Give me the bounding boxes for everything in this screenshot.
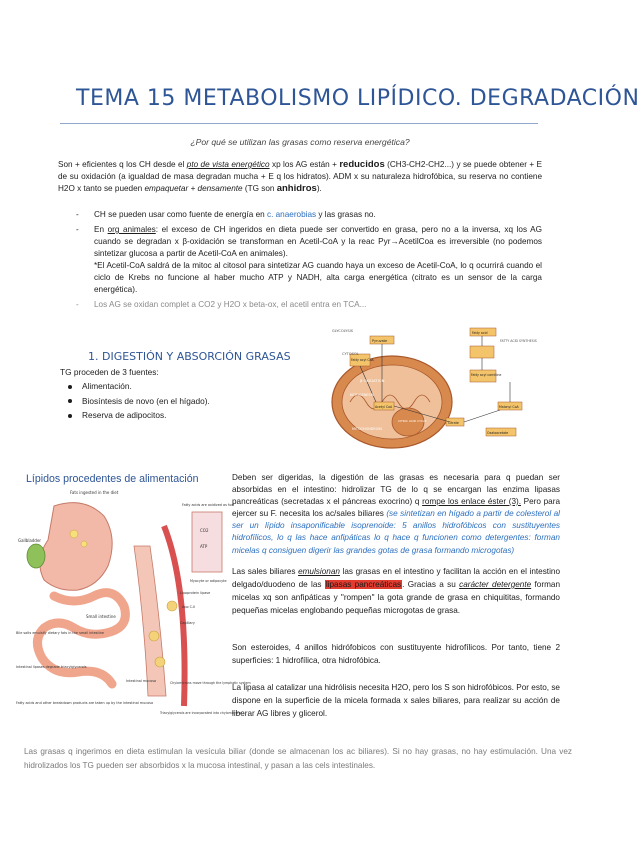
title-divider — [60, 123, 538, 124]
gallbladder-shape — [27, 544, 45, 568]
diagram-label: Fatty acyl carnitine — [471, 373, 502, 377]
diagram-label: KETOGENESIS — [350, 393, 374, 397]
fatty-acyl-coa-box-2 — [470, 346, 494, 358]
digestion-paragraph-2: Las sales biliares emulsionan las grasas en el intestino y facilitan la acción en el intestino delgado/duodeno de las lipasas pancreáticas. Gracias a su carácter detergente forman micelas xq son anfipáticas y "rompen" la gota grande de grasa en chiquititas, formando pequeñas micelas englobando pequeñas microgotas de grasa. — [232, 567, 561, 615]
diagram-label: ATP — [200, 544, 208, 549]
diagram-label: FATTY ACID SYNTHESIS — [500, 339, 537, 343]
digestion-paragraph-3: Son esteroides, 4 anillos hidrófobicos con sustituyente hidrofílicos. Por tanto, tiene 2 superficies: 1 hidrofílica, otra hidrofóbica. — [232, 643, 560, 665]
diagram-label: Small intestine — [86, 614, 116, 619]
diagram-label: Myocyte or adipocyte — [190, 579, 227, 583]
chylomicron-dot — [167, 601, 177, 611]
diagram-label: Gallbladder — [18, 538, 42, 543]
diagram-label: Oxaloacetate — [487, 431, 509, 435]
sources-lead: TG proceden de 3 fuentes: — [60, 367, 159, 377]
diagram-label: Triacylglycerols are incorporated into chylomicrons — [160, 711, 242, 715]
diagram-label: Malonyl CoA — [499, 405, 519, 409]
mitochondrion-diagram — [330, 318, 537, 452]
list-item: Reserva de adipocitos. — [66, 408, 210, 422]
diagram-label: Intestinal lipases degrade triacylglycerols — [16, 665, 87, 669]
bullet-item: - CH se pueden usar como fuente de energía en c. anaerobias y las grasas no. — [76, 210, 376, 219]
diagram-label: Pyruvate — [372, 339, 388, 343]
digestion-paragraph-1: Deben ser digeridas, la digestión de las grasas es necesaria para q puedan ser absorbidas en el intestino: hidrolizar TG de lo q se encargan las enzima lipasas pancreáticas (secretadas x el páncreas exocrino) q rompe los enlace éster (3). Pero para ejercer su F. necesita los ac/sales biliares (se sintetizan en hígado a partir de colesterol al ser un lípido insaponificable isoprenoide: 5 anillos hidrofóbicos con sustituyentes hidrofílicos, lo q las hace anfipáticas lo q hace q funcionen como detergentes: forman micelas q consiguen digerir las grandes gotas de grasa formando microgotas) — [232, 473, 560, 555]
diagram-label: Capillary — [180, 621, 195, 625]
diagram-label: β OXIDATION — [360, 378, 385, 383]
fat-droplet — [70, 530, 78, 538]
list-item: Biosíntesis de novo (en el hígado). — [66, 394, 210, 408]
myocyte-box — [192, 512, 222, 572]
section-heading: 1. DIGESTIÓN Y ABSORCIÓN GRASAS — [88, 350, 291, 363]
highlight-lipasas: lipasas pancreáticas — [325, 580, 402, 589]
diagram-label: Apo C-II — [182, 605, 196, 609]
diagram-label: Lipoprotein lipase — [180, 591, 211, 595]
diagram-label: Fatty acyl CoA — [351, 358, 374, 362]
intro-paragraph: Son + eficientes q los CH desde el pto de vista energético xp los AG están + reducidos (CH3-CH2-CH2...) y se puede obtener + E de su oxidación (a igualdad de masa degradan mucha + E q los hidratos). ADM x su naturaleza hidrofóbica, su reserva no contiene H2O x tanto se pueden empaquetar + densamente (TG son anhidros). — [58, 159, 543, 195]
diagram-label: GLYCOLYSIS — [332, 329, 353, 333]
diagram-label: Citrate — [448, 421, 459, 425]
diagram-label: Fatty acids and other breakdown products are taken up by the intestinal mucosa — [16, 701, 154, 705]
lipids-section-title: Lípidos procedentes de alimentación — [26, 473, 199, 485]
diagram-label: Intestinal mucosa — [126, 679, 157, 683]
diagram-label: CYTOSOL — [342, 352, 359, 356]
sources-list — [60, 365, 210, 423]
bullet-list — [76, 209, 542, 311]
diagram-label: CO2 — [200, 528, 209, 533]
diagram-label: Acetyl CoA — [375, 405, 393, 409]
digestion-diagram — [14, 486, 251, 734]
diagram-label: CITRIC ACID CYCLE — [398, 419, 427, 423]
diagram-label: MITOCHONDRION — [352, 427, 382, 431]
diagram-label: Bile salts emulsify dietary fats in the small intestine — [16, 631, 104, 635]
list-item: Alimentación. — [66, 379, 210, 393]
diagram-label: Fatty acids are oxidized as fuel — [182, 503, 235, 507]
fat-droplet — [81, 541, 87, 547]
bullet-item: - En org animales: el exceso de CH ingeridos en dieta puede ser convertido en grasa, pero no a la inversa, xq los AG cuando se degradan x β-oxidación se transforman en Acetil-CoA y la reac Pyr→AcetilCoa es irreversible (no podemos sintetizar glucosa a partir de Acetil-CoA en animales). — [76, 225, 543, 258]
bullet-note: *El Acetil-CoA saldrá de la mitoc al citosol para sintetizar AG cuando haya un exceso de Acetil-CoA, lo q ocurrirá cuando el ciclo de Krebs no funcione al haber mucho ATP y NADH, alta carga energética (citrato es un sensor de la carga energética). — [94, 261, 542, 294]
diagram-label: Fats ingested in the diet — [70, 490, 119, 495]
bottom-paragraph: Las grasas q ingerimos en dieta estimulan la vesícula biliar (donde se almacenan los ac biliares). Si no hay grasas, no hay estimulación. Una vez hidrolizados los TG pueden ser absorbidos x la mucosa intestinal, y pasan a las cels intestinales. — [24, 747, 572, 770]
diagram-label: Chylomicrons move through the lymphatic system — [170, 681, 251, 685]
guiding-question: ¿Por qué se utilizan las grasas como reserva energética? — [190, 137, 410, 147]
diagram-label: Fatty acid — [472, 331, 488, 335]
page-title: TEMA 15 METABOLISMO LIPÍDICO. DEGRADACIÓN — [76, 86, 639, 111]
digestion-paragraph-4: La lipasa al catalizar una hidrólisis necesita H2O, pero los S son hidrofóbicos. Por esto, se dispone en la superficie de la micela formada x sales biliares, para realizar su acción de liberar AG libres y glicerol. — [232, 683, 560, 718]
chylomicron-dot — [149, 631, 159, 641]
bullet-item: - Los AG se oxidan complet a CO2 y H2O x beta-ox, el acetil entra en TCA... — [76, 300, 367, 309]
chylomicron-dot — [155, 657, 165, 667]
